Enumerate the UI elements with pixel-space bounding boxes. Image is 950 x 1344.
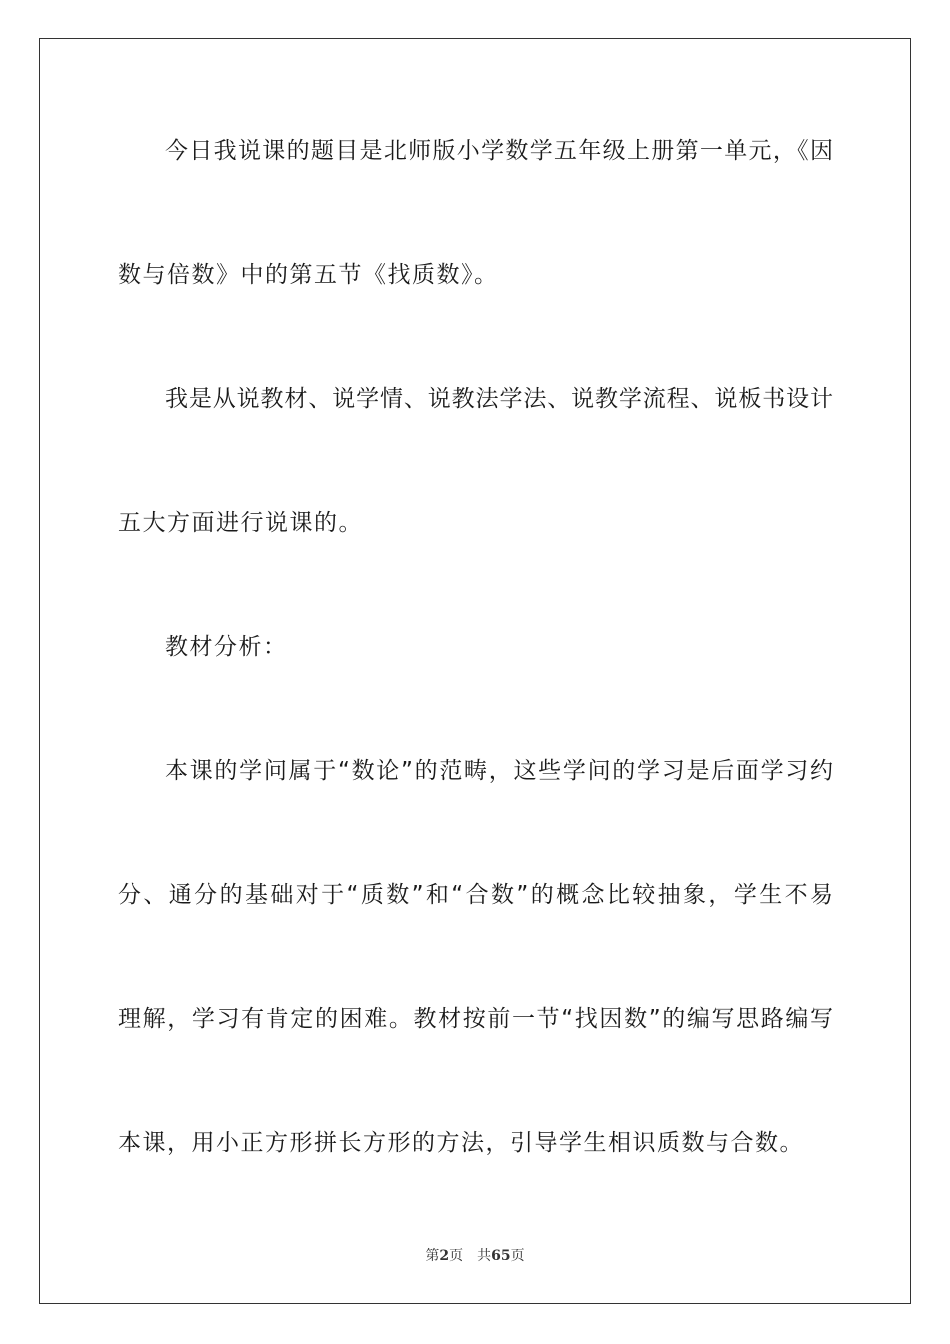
paragraph-line: 理解，学习有肯定的困难。教材按前一节“找因数”的编写思路编写 [118, 1006, 833, 1032]
paragraph-line: 本课的学问属于“数论”的范畴，这些学问的学习是后面学习约 [165, 758, 833, 784]
paragraph-line: 数与倍数》中的第五节《找质数》。 [118, 262, 499, 288]
footer-total-prefix: 共 [477, 1248, 492, 1264]
page-border [39, 38, 911, 1304]
footer-total-pages: 65 [491, 1248, 511, 1264]
footer-page-suffix: 页 [449, 1248, 464, 1264]
section-heading: 教材分析： [165, 634, 288, 660]
footer-page-prefix: 第 [425, 1248, 440, 1264]
footer-total-suffix: 页 [510, 1248, 525, 1264]
footer-page-number: 2 [439, 1248, 450, 1264]
paragraph-line: 我是从说教材、说学情、说教法学法、说教学流程、说板书设计 [165, 386, 833, 412]
paragraph-line: 今日我说课的题目是北师版小学数学五年级上册第一单元，《因 [165, 138, 833, 164]
page-footer [0, 1247, 950, 1265]
paragraph-line: 五大方面进行说课的。 [118, 510, 363, 536]
paragraph-line: 分、通分的基础对于“质数”和“合数”的概念比较抽象，学生不易 [118, 882, 833, 908]
paragraph-line: 本课，用小正方形拼长方形的方法，引导学生相识质数与合数。 [118, 1130, 804, 1156]
